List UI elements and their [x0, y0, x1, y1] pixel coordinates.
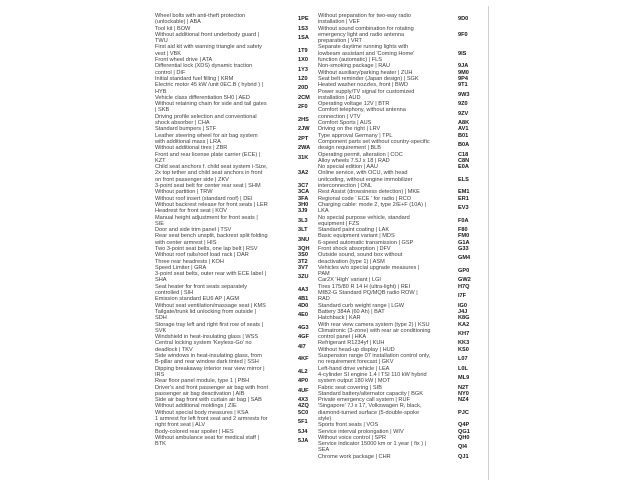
option-description: Without ambulance seat for medical staff | BTK [155, 434, 259, 448]
option-code: 4GF [298, 334, 309, 341]
option-code: B0A [458, 142, 470, 149]
option-description: Side windows in heat-insulating glass, from B-pillar and rear window dark tinted | SSH [155, 353, 262, 366]
option-description: Without partition | TRW [155, 189, 213, 196]
option-description: Windshield in heat-insulating glass | WSS [155, 334, 259, 341]
option-description: Basic equipment variant | MDS [318, 233, 395, 240]
option-description: Operating voltage 12V | BTR [318, 101, 390, 108]
option-row [318, 202, 482, 215]
option-code: KK3 [458, 340, 470, 347]
option-row [155, 63, 322, 76]
option-description: Regional code ' ECE ' for radio | RCO [318, 195, 412, 202]
option-description: Differential lock (XDS) dynamic traction control | DIF [155, 63, 253, 76]
option-code: 4B1 [298, 296, 309, 303]
option-row [155, 366, 322, 379]
option-description: No special edition | AAU [318, 164, 378, 171]
option-code: 9P4 [458, 75, 468, 82]
option-description: Separate daytime running lights with lowbeam assistant and 'Coming Home' function (automatic) | FLS [318, 44, 415, 64]
option-description: Rest Assist (drowsiness detection) | MKE [318, 189, 420, 196]
option-description: Standard curb weight range | LGW [318, 302, 405, 309]
option-row [318, 13, 482, 26]
option-code: 2WA [298, 145, 311, 152]
option-row [155, 101, 322, 114]
option-row [155, 385, 322, 398]
option-code: EM1 [458, 189, 470, 196]
option-code: 4A3 [298, 286, 309, 293]
option-row [155, 152, 322, 165]
option-description: Without retaining chain for side and tail gates | SKB [155, 101, 267, 114]
option-description: Child seat anchors f. child seat system i-Size, 2x top tether and child seat anchors in front on front passenger side | ZKV [155, 164, 268, 183]
option-description: Without additional front underbody guard | TWU [155, 31, 260, 45]
option-row [155, 44, 322, 57]
option-code: KA2 [458, 321, 470, 328]
option-description: Chrome work package | CHR [318, 453, 391, 460]
option-description: Comfort telephony, without antenna connection | VTV [318, 107, 406, 120]
option-code: G1A [458, 239, 470, 246]
option-row [155, 114, 322, 127]
option-code: F80 [458, 227, 468, 234]
option-code: 3T2 [298, 258, 308, 265]
option-description: Front shock absorption | DFV [318, 245, 391, 252]
option-row [155, 13, 322, 26]
option-code: 2JW [298, 126, 310, 133]
option-description: Speed Limiter | GRA [155, 264, 207, 271]
option-row [155, 416, 322, 429]
option-description: 4-cylinder SI engine 1.4 l TSI 110 kW hybrid system output 180 kW | MOT [318, 371, 427, 385]
option-code: GW2 [458, 277, 471, 284]
option-description: Rear seat bench unsplit, backrest split folding with center armrest | HIS [155, 233, 268, 246]
option-code: 5F1 [298, 419, 308, 426]
option-code: 1SA [298, 35, 309, 42]
option-description: Climatronic (3-zone) with rear air conditioning control panel | HKA [318, 327, 431, 341]
option-row [318, 265, 482, 278]
option-row [318, 26, 482, 45]
option-code: GP0 [458, 268, 470, 275]
option-code: 3ZU [298, 274, 309, 281]
option-code: 1S3 [298, 25, 308, 32]
option-code: 9W3 [458, 91, 470, 98]
option-row [155, 435, 322, 448]
option-description: Without special body measures | KSA [155, 409, 249, 416]
option-row [155, 284, 322, 297]
option-code: 4G3 [298, 324, 309, 331]
option-description: Non-smoking package | RAU [318, 63, 391, 70]
option-description: Type approval Germany | TPL [318, 132, 393, 139]
option-code: L07 [458, 356, 468, 363]
option-code: 3FA [298, 195, 309, 202]
option-description: Hatchback | KAR [318, 315, 361, 322]
option-description: Three rear headrests | KOH [155, 258, 224, 265]
option-row [155, 353, 322, 366]
option-description: Front wheel drive | ATA [155, 57, 213, 64]
option-description: Without preparation for two-way radio installation | VEF [318, 13, 411, 26]
option-code: L0L [458, 365, 468, 372]
option-code: 9Z0 [458, 101, 468, 108]
option-code: 3NU [298, 236, 310, 243]
option-description: Comfort Sports | AUS [318, 120, 372, 127]
option-code: 3J9 [298, 208, 308, 215]
option-code: 3A2 [298, 170, 309, 177]
option-code: 3LT [298, 227, 308, 234]
option-description: Without head-up display | HUD [318, 346, 395, 353]
option-code: 9D0 [458, 16, 469, 23]
option-code: 5JA [298, 438, 309, 445]
option-row [155, 32, 322, 45]
option-code: 3QH [298, 245, 310, 252]
option-code: EV3 [458, 205, 469, 212]
option-row [318, 215, 482, 228]
option-code: C18 [458, 151, 469, 158]
option-code: 3V7 [298, 264, 308, 271]
option-description: Vehicles w/o special upgrade measures | PAM [318, 264, 420, 278]
option-code: QJ1 [458, 453, 469, 460]
option-description: Electric motor 45 kW /unit 0EC.B ( hybrid ) | HYB [155, 82, 264, 95]
option-code: 1T9 [298, 47, 308, 54]
option-description: 3-point seat belt for center rear seat | SHM [155, 183, 261, 190]
option-description: Rear floor panel module, type 1 | PBH [155, 378, 250, 385]
option-row [318, 252, 482, 265]
option-description: Online service, with OCU, with head unitcoding, without engine immobilizer interconnection | ONL [318, 170, 413, 190]
option-description: MIB2-G Standard PQ/MQB radio ROW | RAD [318, 290, 418, 303]
option-row [318, 290, 482, 303]
option-code: G33 [458, 245, 469, 252]
option-code: 4L2 [298, 368, 308, 375]
option-code: H7Q [458, 283, 470, 290]
option-row [318, 403, 482, 422]
option-description: Without backrest release for front seats | LER [155, 201, 268, 208]
option-description: Side air bag front with curtain air bag | SAB [155, 397, 262, 404]
option-row [155, 215, 322, 228]
option-description: Battery 384A (60 Ah) | BAT [318, 308, 385, 315]
option-code: 3L3 [298, 217, 308, 224]
option-description: Vehicle class differentiation 5H0 | AED [155, 94, 250, 101]
option-description: Driver's and front passenger air bag with front passenger air bag deactivation | AIB [155, 384, 268, 397]
option-row [318, 454, 482, 460]
option-code: 4P0 [298, 378, 308, 385]
option-description: Without roof rails/roof load rack | DAR [155, 252, 249, 259]
option-description: Alloy wheels 7.5J x 18 | RAD [318, 157, 390, 164]
option-description: 1 armrest for left front seat and 2 armrests for right front seat | ALV [155, 416, 268, 429]
option-description: Suspension range 07 installation control only, no requirement forecast | GKV [318, 353, 431, 366]
option-description: Sports front seats | VOS [318, 422, 379, 429]
option-code: NZ4 [458, 397, 469, 404]
option-row [318, 107, 482, 120]
option-description: With rear view camera system (type 2) | KSU [318, 321, 430, 328]
option-description: Headrest for front seat | KOV [155, 208, 228, 215]
option-code: 2CM [298, 94, 310, 101]
option-description: Power supply/TV signal for customized installation | AUD [318, 88, 415, 101]
option-description: Without roof insert (standard roof) | DEI [155, 195, 253, 202]
option-code: 9F0 [458, 31, 468, 38]
option-row [318, 89, 482, 102]
option-row [318, 353, 482, 366]
option-description: Seat belt reminder (Japan design) | SGK [318, 75, 419, 82]
option-code: 3H0 [298, 201, 309, 208]
option-code: 4UF [298, 387, 309, 394]
option-code: 5J4 [298, 428, 308, 435]
option-code: A8K [458, 120, 470, 127]
option-code: QG1 [458, 428, 470, 435]
option-row [155, 164, 322, 183]
options-column-right [318, 13, 482, 460]
option-row [155, 233, 322, 246]
option-code: 9T1 [458, 82, 468, 89]
option-code: 3CA [298, 189, 310, 196]
option-description: Component parts set without country-specific design requirement | BLB [318, 138, 430, 152]
option-row [155, 82, 322, 95]
option-code: IG0 [458, 302, 468, 309]
option-description: Body-colored rear spoiler | HES [155, 428, 234, 435]
option-code: 3S0 [298, 252, 308, 259]
option-row [155, 340, 322, 353]
option-code: AV1 [458, 126, 469, 133]
option-description: Operating permit, alteration | COC [318, 151, 403, 158]
option-description: Service interval prolongation | WIV [318, 428, 404, 435]
option-code: 9JA [458, 63, 469, 70]
option-description: Tool kit | BOW [155, 25, 191, 32]
option-row [318, 170, 482, 189]
option-description: Two 3-point seat belts, one lap belt | RSV [155, 245, 258, 252]
option-description: Without voice control | SPR [318, 434, 386, 441]
option-description: Heated washer nozzles, front | BWD [318, 82, 409, 89]
option-code: 31K [298, 154, 309, 161]
option-code: GM4 [458, 255, 471, 262]
option-row [318, 328, 482, 341]
option-description: First aid kit with warning triangle and safety vest | VBK [155, 44, 262, 57]
option-code: 2PT [298, 135, 309, 142]
option-description: Service indicator 15000 km or 1 year ( fix ) | SEA [318, 441, 427, 454]
option-code: B01 [458, 132, 469, 139]
option-code: 2HS [298, 116, 309, 123]
option-code: 4D0 [298, 302, 309, 309]
option-description: Seat heater for front seats separately controlled | SIH [155, 283, 248, 297]
options-column-left [155, 13, 322, 447]
option-description: Manual height adjustment for front seats | SIE [155, 214, 258, 227]
option-row [318, 372, 482, 385]
option-code: J4J [458, 308, 468, 315]
option-description: 3-point seat belts, outer rear with ECE label | SHA [155, 271, 266, 284]
option-code: F0A [458, 217, 469, 224]
option-description: Outside sound, sound box without deactivation (type 1) | ASM [318, 252, 403, 265]
option-description: No special purpose vehicle, standard equipment | FZS [318, 214, 410, 227]
option-description: Front and rear license plate carrier (ECE) | KZT [155, 151, 261, 164]
option-description: Standard paint coating | LAK [318, 227, 390, 234]
option-description: 6-speed automatic transmission | GSP [318, 239, 414, 246]
option-description: Central locking system 'Keyless-Go' no deadlock | TKV [155, 340, 252, 353]
option-description: 'Singapore' 7J x 17, Volkswagen R, black, diamond-turned surface (5-double-spoke style) [318, 403, 422, 422]
option-description: Without sound combination for rotating emergency light and radio antenna preparation | VRT [318, 25, 414, 45]
option-code: KS0 [458, 346, 469, 353]
option-code: 3C7 [298, 183, 309, 190]
option-row [155, 309, 322, 322]
option-code: 4X3 [298, 397, 308, 404]
option-row [155, 322, 322, 335]
option-row [155, 133, 322, 146]
option-code: E0A [458, 164, 469, 171]
option-code: 1X0 [298, 57, 308, 64]
option-description: Refrigerant R1234yf | KUH [318, 340, 385, 347]
option-code: 4KF [298, 356, 309, 363]
option-code: 9M0 [458, 69, 469, 76]
option-description: Left-hand drive vehicle | LEA [318, 365, 390, 372]
option-description: Car2X 'High' variant | LGI [318, 277, 381, 284]
option-description: Standard bumpers | STF [155, 126, 217, 133]
option-code: QI4 [458, 444, 468, 451]
option-code: N2T [458, 384, 469, 391]
option-row [155, 271, 322, 284]
option-code: 5C0 [298, 409, 309, 416]
option-description: Without additional moldings | ZIE [155, 403, 237, 410]
option-description: Driving profile selection and conventional shock absorber | CHA [155, 113, 257, 127]
option-code: 1PE [298, 16, 309, 23]
option-description: Wheel bolts with anti-theft protection (unlockable) | ABA [155, 13, 246, 26]
option-code: Q4P [458, 422, 470, 429]
option-code: 4E0 [298, 312, 308, 319]
option-code: 4ZQ [298, 403, 309, 410]
option-description: Storage tray left and right first row of seats | SVK [155, 321, 264, 334]
option-description: Emission standard EU6 AP | AGM [155, 296, 240, 303]
option-code: 2F0 [298, 104, 308, 111]
option-row [318, 441, 482, 454]
option-code: K8G [458, 315, 470, 322]
option-description: Without auxiliary/parking heater | ZUH [318, 69, 413, 76]
option-code: 4I7 [298, 343, 306, 350]
option-code: 20D [298, 85, 309, 92]
option-description: Driving on the right | LRV [318, 126, 381, 133]
option-description: Leather steering wheel for air bag system with additional mass | LRA [155, 132, 258, 145]
option-description: Tailgate/trunk lid unlocking from outside | SDH [155, 308, 256, 322]
option-code: ER1 [458, 195, 469, 202]
option-code: C8N [458, 157, 470, 164]
option-description: Dipping breakaway interior rear view mirror | IRS [155, 365, 265, 378]
option-code: I7F [458, 293, 467, 300]
option-description: Charging cable: mode 2, type 2/E+F (10A) | LKA [318, 201, 426, 215]
option-code: 9IS [458, 50, 467, 57]
option-description: Private emergency call system | RUF [318, 397, 410, 404]
vertical-divider-line [488, 6, 489, 480]
option-description: Standard battery/alternator capacity | BGK [318, 390, 423, 397]
option-code: ELS [458, 176, 469, 183]
option-code: 9ZV [458, 110, 469, 117]
option-code: NY0 [458, 390, 469, 397]
option-code: FM0 [458, 233, 470, 240]
option-code: PJC [458, 409, 469, 416]
option-code: KH7 [458, 330, 470, 337]
option-code: 1Z0 [298, 75, 308, 82]
option-code: QH0 [458, 434, 470, 441]
option-description: Initial standard fuel filling | KRM [155, 75, 234, 82]
option-description: Door and side trim panel | TSV [155, 227, 232, 234]
option-code: ML9 [458, 375, 470, 382]
option-row [318, 44, 482, 63]
option-description: Without additional tires | ZBR [155, 145, 228, 152]
option-description: Fabric seat covering | SIB [318, 384, 382, 391]
option-row [318, 139, 482, 152]
option-description: Without seat ventilation/massage seat | KMS [155, 302, 266, 309]
option-code: 1Y3 [298, 66, 308, 73]
option-description: Tires 175/80 R 14 H (ultra-light) | REI [318, 283, 411, 290]
